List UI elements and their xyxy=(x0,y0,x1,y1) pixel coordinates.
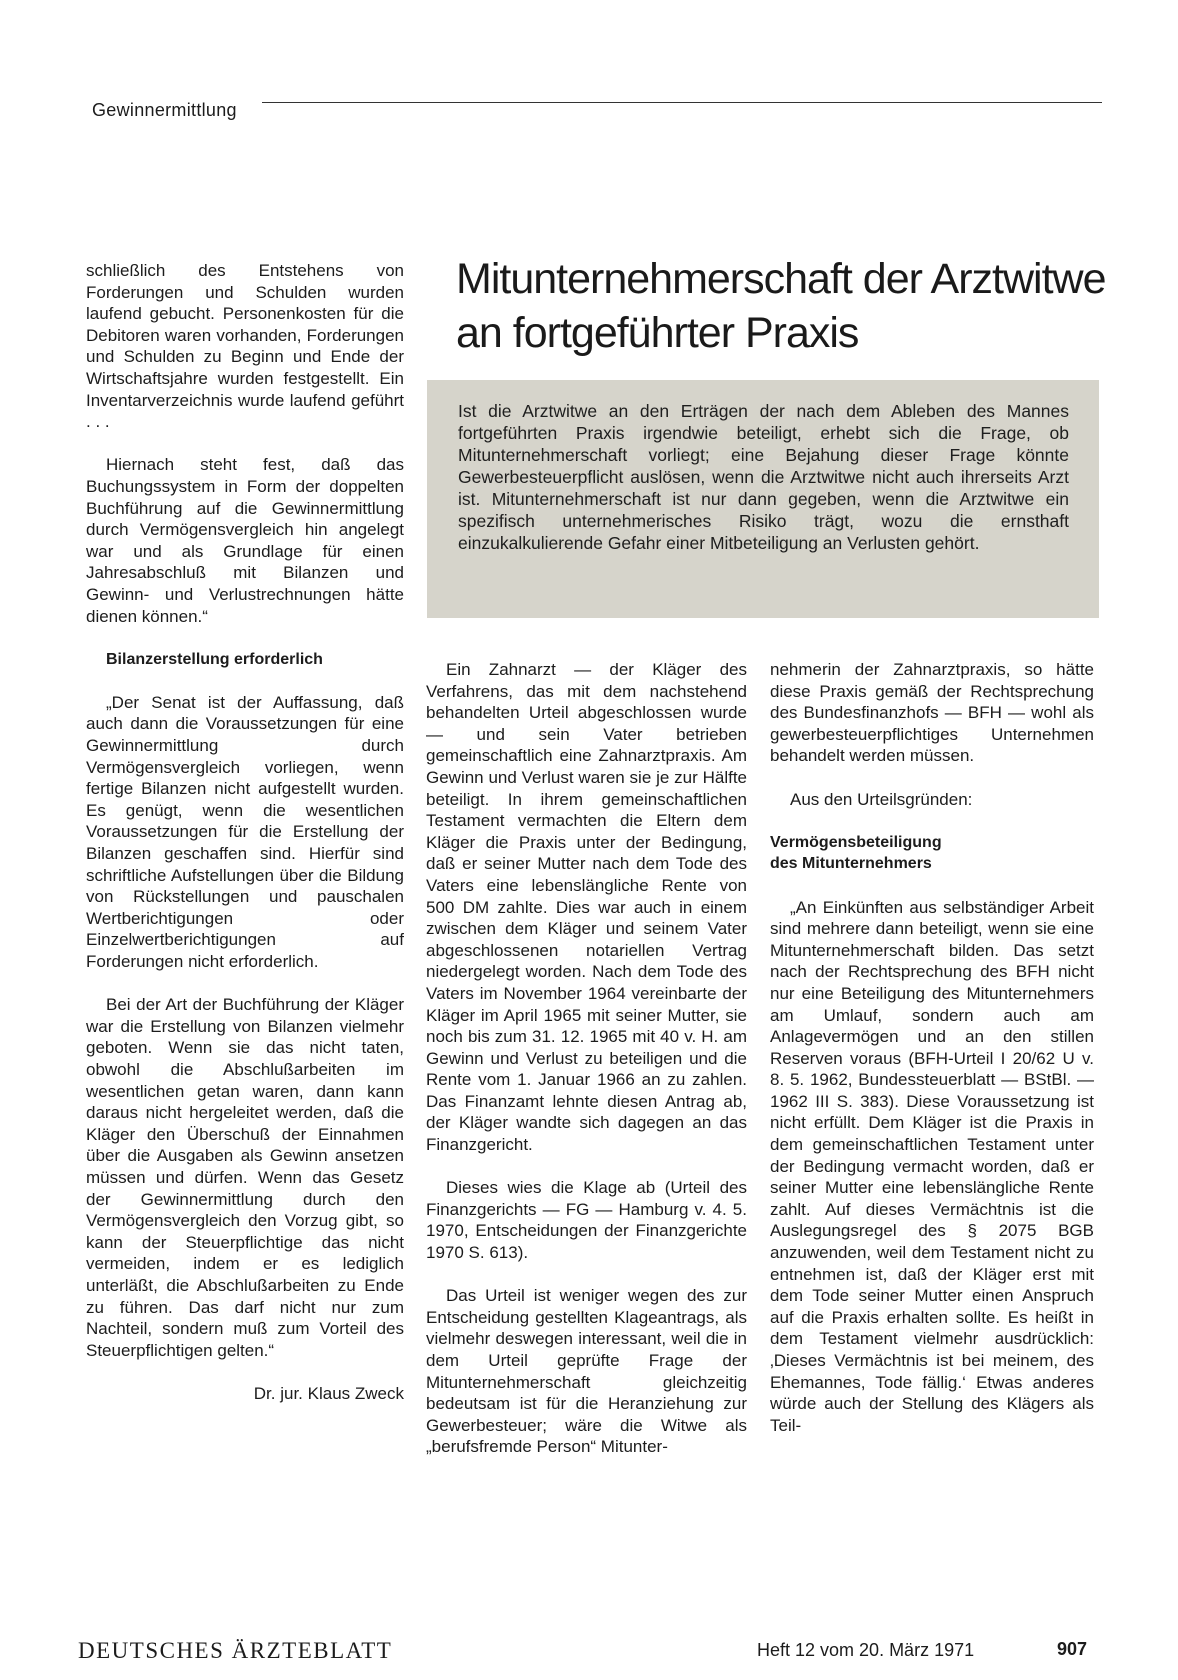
issue-info: Heft 12 vom 20. März 1971 xyxy=(757,1640,975,1660)
paragraph: schließlich des Entstehens von Forderungen und Schulden wurden laufend gebucht. Personenkosten für die Debitoren waren vorhanden, Forderungen und Schulden zu Beginn und Ende der Wirtschaftsjahre wurden festgestellt. Ein Inventarverzeichnis wurde laufend geführt . . . xyxy=(86,261,404,432)
teaser-box xyxy=(427,380,1099,618)
section-label: Gewinnermittlung xyxy=(92,100,237,120)
page-number: 907 xyxy=(1057,1639,1088,1659)
author-signature: Dr. jur. Klaus Zweck xyxy=(253,1383,404,1403)
header-rule xyxy=(262,102,1102,103)
paragraph: „An Einkünften aus selbständiger Arbeit sind mehrere dann beteiligt, wenn sie eine Mitunternehmerschaft bilden. Das setzt nach der Rechtsprechung des BFH nicht nur eine Beteiligung des Mitunternehmers am Umlauf, sondern auch am Anlagevermögen und an den stillen Reserven voraus (BFH-Urteil I 20/62 U v. 8. 5. 1962, Bundessteuerblatt — BStBl. — 1962 III S. 383). Diese Voraussetzung ist nicht erfüllt. Dem Kläger ist die Praxis in dem gemeinschaftlichen Testament unter der Bedingung vermacht worden, daß er seiner Mutter eine lebenslängliche Rente zahlt. Auf dieses Vermächtnis ist die Auslegungsregel des § 2075 BGB anzuwenden, weil dem Testament nicht zu entnehmen ist, daß der Kläger erst mit dem Tode seiner Mutter einen Anspruch auf die Praxis erhalten sollte. Es heißt in dem Testament vielmehr ausdrücklich: ‚Dieses Vermächtnis ist bei meinem, des Ehemannes, Tode fällig.‘ Etwas anderes würde auch der Stellung des Klägers als Teil- xyxy=(770,897,1094,1435)
paragraph: „Der Senat ist der Auffassung, daß auch dann die Voraussetzungen für eine Gewinnermittlung durch Vermögensvergleich vorliegen, wenn fertige Bilanzen nicht aufgestellt wurden. Es genügt, wenn die wesentlichen Voraussetzungen für die Erstellung der Bilanzen geschaffen sind. Hierfür sind schriftliche Aufstellungen über die Bildung von Rückstellungen und pauschalen Wertberichtigungen oder Einzelwertberichtigungen auf Forderungen nicht erforderlich. xyxy=(86,692,404,971)
paragraph: Dieses wies die Klage ab (Urteil des Finanzgerichts — FG — Hamburg v. 4. 5. 1970, Entscheidungen der Finanzgerichte 1970 S. 613). xyxy=(426,1178,747,1263)
teaser-text: Ist die Arztwitwe an den Erträgen der nach dem Ableben des Mannes fortgeführten Praxis irgendwie beteiligt, erhebt sich die Frage, ob Mitunternehmerschaft vorliegt; eine Bejahung dieser Frage könnte Gewerbesteuerpflicht auslösen, wenn die Arztwitwe nicht auch ihrerseits Arzt ist. Mitunternehmerschaft ist nur dann gegeben, wenn die Arztwitwe ein spezifisch unternehmerisches Risiko trägt, wozu die ernsthaft einzukalkulierende Gefahr einer Mitbeteiligung an Verlusten gehört. xyxy=(458,401,1069,553)
section-heading: Vermögensbeteiligung des Mitunternehmers xyxy=(770,833,942,873)
column-right xyxy=(770,659,1094,1458)
subheading: Aus den Urteilsgründen: xyxy=(790,789,973,809)
magazine-name: DEUTSCHES ÄRZTEBLATT xyxy=(78,1638,393,1663)
section-heading: Bilanzerstellung erforderlich xyxy=(106,650,323,668)
paragraph: nehmerin der Zahnarztpraxis, so hätte diese Praxis gemäß der Rechtsprechung des Bundesfinanzhofs — BFH — wohl als gewerbesteuerpflichtiges Unternehmen behandelt werden müssen. xyxy=(770,660,1094,766)
paragraph: Bei der Art der Buchführung der Kläger war die Erstellung von Bilanzen vielmehr geboten. Wenn sie das nicht taten, obwohl die Abschlußarbeiten im wesentlichen getan waren, dann kann daraus nicht hergeleitet werden, daß die Kläger den Überschuß der Einnahmen über die Ausgaben als Gewinn ansetzen müssen und dürfen. Wenn das Gesetz der Gewinnermittlung durch den Vermögensvergleich den Vorzug gibt, so kann der Steuerpflichtige das nicht vermeiden, indem er es lediglich unterläßt, die Abschlußarbeiten zu Ende zu führen. Das darf nicht nur zum Nachteil, sondern muß zum Vorteil des Steuerpflichtigen gelten.“ xyxy=(86,995,404,1360)
paragraph: Ein Zahnarzt — der Kläger des Verfahrens, das mit dem nachstehend behandelten Urteil abgeschlossen wurde — und sein Vater betrieben gemeinschaftlich eine Zahnarztpraxis. Am Gewinn und Verlust waren sie je zur Hälfte beteiligt. In ihrem gemeinschaftlichen Testament vermachten die Eltern dem Kläger die Praxis unter der Bedingung, daß er seiner Mutter nach dem Tode des Vaters eine lebenslängliche Rente von 500 DM zahlte. Dies war auch in einem zwischen dem Kläger und seinem Vater abgeschlossenen notariellen Vertrag niedergelegt worden. Nach dem Tode des Vaters im November 1964 vereinbarte der Kläger im April 1965 mit seiner Mutter, sie noch bis zum 31. 12. 1965 mit 40 v. H. am Gewinn und Verlust zu beteiligen und die Rente vom 1. Januar 1966 an zu zahlen. Das Finanzamt lehnte diesen Antrag ab, der Kläger wandte sich dagegen an das Finanzgericht. xyxy=(426,660,747,1155)
paragraph: Hiernach steht fest, daß das Buchungssystem in Form der doppelten Buchführung auf die Gewinnermittlung durch Vermögensvergleich hin angelegt war und als Grundlage für einen Jahresabschluß mit Bilanzen und Gewinn- und Verlustrechnungen hätte dienen können.“ xyxy=(86,455,404,626)
paragraph: Das Urteil ist weniger wegen des zur Entscheidung gestellten Klageantrags, als vielmehr deswegen interessant, weil die in dem Urteil geprüfte Frage der Mitunternehmerschaft gleichzeitig bedeutsam ist für die Heranziehung zur Gewerbesteuer; wäre die Witwe als „berufsfremde Person“ Mitunter- xyxy=(426,1286,747,1457)
article-title: Mitunternehmerschaft der Arztwitwe an fortgeführter Praxis xyxy=(456,255,1106,357)
column-left xyxy=(86,260,404,1426)
column-middle xyxy=(426,659,747,1480)
